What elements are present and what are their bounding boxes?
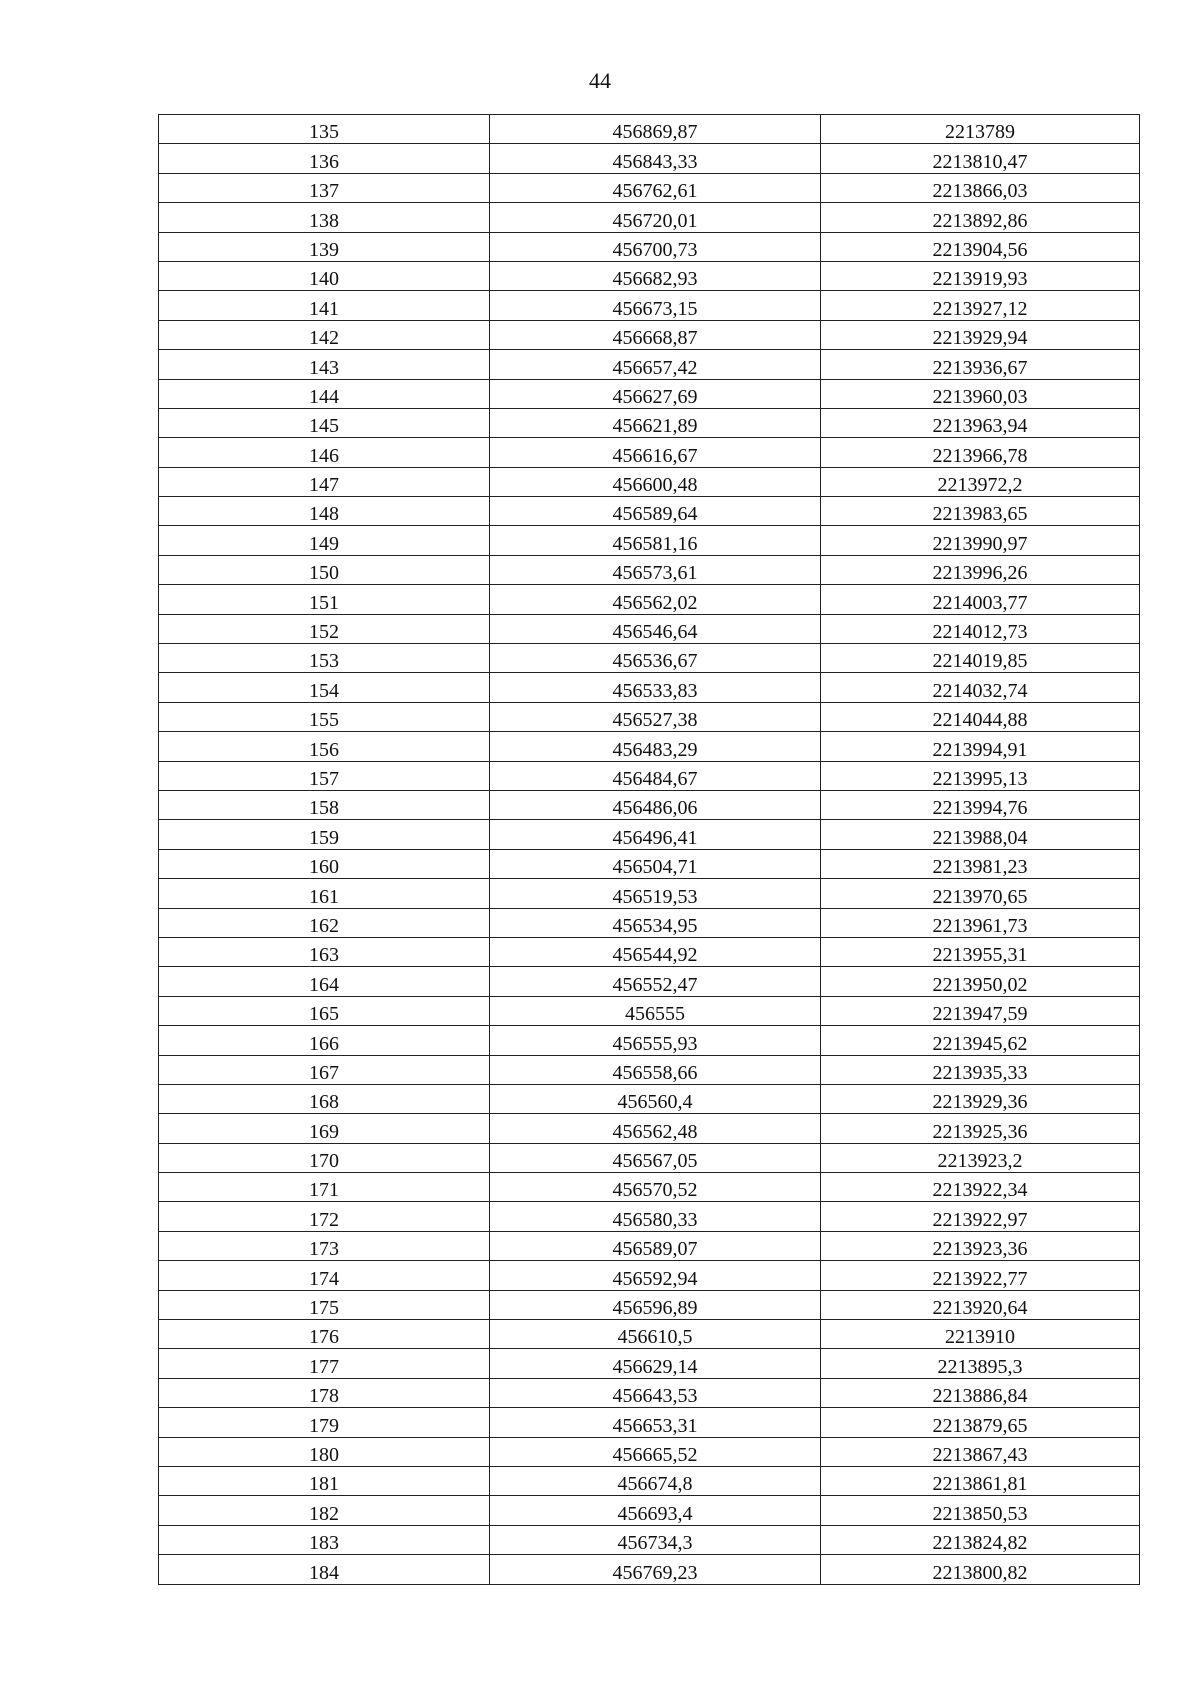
table-row	[159, 1437, 1140, 1466]
point-number-cell: 136	[159, 144, 490, 173]
table-row	[159, 408, 1140, 437]
y-coordinate-cell: 2213861,81	[821, 1466, 1140, 1495]
y-coordinate-cell: 2213936,67	[821, 350, 1140, 379]
table-row	[159, 614, 1140, 643]
table-row	[159, 1555, 1140, 1584]
x-coordinate-cell: 456682,93	[490, 261, 821, 290]
x-coordinate-cell: 456674,8	[490, 1466, 821, 1495]
table-row	[159, 555, 1140, 584]
x-coordinate-cell: 456657,42	[490, 350, 821, 379]
x-coordinate-cell: 456581,16	[490, 526, 821, 555]
point-number-cell: 167	[159, 1055, 490, 1084]
x-coordinate-cell: 456769,23	[490, 1555, 821, 1584]
x-coordinate-cell: 456580,33	[490, 1202, 821, 1231]
point-number-cell: 139	[159, 232, 490, 261]
y-coordinate-cell: 2213895,3	[821, 1349, 1140, 1378]
x-coordinate-cell: 456596,89	[490, 1290, 821, 1319]
point-number-cell: 146	[159, 438, 490, 467]
table-row	[159, 291, 1140, 320]
point-number-cell: 143	[159, 350, 490, 379]
y-coordinate-cell: 2213970,65	[821, 879, 1140, 908]
table-row	[159, 438, 1140, 467]
point-number-cell: 172	[159, 1202, 490, 1231]
point-number-cell: 154	[159, 673, 490, 702]
table-row	[159, 203, 1140, 232]
table-row	[159, 1084, 1140, 1113]
x-coordinate-cell: 456643,53	[490, 1378, 821, 1407]
point-number-cell: 161	[159, 879, 490, 908]
y-coordinate-cell: 2213996,26	[821, 555, 1140, 584]
table-row	[159, 790, 1140, 819]
table-row	[159, 908, 1140, 937]
x-coordinate-cell: 456504,71	[490, 849, 821, 878]
table-row	[159, 1349, 1140, 1378]
x-coordinate-cell: 456869,87	[490, 115, 821, 144]
point-number-cell: 171	[159, 1173, 490, 1202]
y-coordinate-cell: 2213923,36	[821, 1231, 1140, 1260]
x-coordinate-cell: 456536,67	[490, 644, 821, 673]
point-number-cell: 153	[159, 644, 490, 673]
y-coordinate-cell: 2213960,03	[821, 379, 1140, 408]
table-row	[159, 732, 1140, 761]
table-row	[159, 1525, 1140, 1554]
y-coordinate-cell: 2213910	[821, 1320, 1140, 1349]
point-number-cell: 174	[159, 1261, 490, 1290]
table-row	[159, 1143, 1140, 1172]
x-coordinate-cell: 456558,66	[490, 1055, 821, 1084]
x-coordinate-cell: 456762,61	[490, 173, 821, 202]
page-number: 44	[589, 68, 611, 93]
y-coordinate-cell: 2213972,2	[821, 467, 1140, 496]
point-number-cell: 138	[159, 203, 490, 232]
table-row	[159, 1466, 1140, 1495]
point-number-cell: 159	[159, 820, 490, 849]
point-number-cell: 183	[159, 1525, 490, 1554]
y-coordinate-cell: 2213927,12	[821, 291, 1140, 320]
table-row	[159, 1202, 1140, 1231]
point-number-cell: 149	[159, 526, 490, 555]
y-coordinate-cell: 2213994,91	[821, 732, 1140, 761]
y-coordinate-cell: 2213929,36	[821, 1084, 1140, 1113]
table-row	[159, 996, 1140, 1025]
x-coordinate-cell: 456527,38	[490, 702, 821, 731]
x-coordinate-cell: 456843,33	[490, 144, 821, 173]
x-coordinate-cell: 456629,14	[490, 1349, 821, 1378]
point-number-cell: 168	[159, 1084, 490, 1113]
table-row	[159, 379, 1140, 408]
x-coordinate-cell: 456589,07	[490, 1231, 821, 1260]
y-coordinate-cell: 2214003,77	[821, 585, 1140, 614]
table-row	[159, 232, 1140, 261]
table-row	[159, 497, 1140, 526]
point-number-cell: 160	[159, 849, 490, 878]
point-number-cell: 162	[159, 908, 490, 937]
x-coordinate-cell: 456673,15	[490, 291, 821, 320]
point-number-cell: 178	[159, 1378, 490, 1407]
y-coordinate-cell: 2213886,84	[821, 1378, 1140, 1407]
y-coordinate-cell: 2213824,82	[821, 1525, 1140, 1554]
table-row	[159, 144, 1140, 173]
point-number-cell: 177	[159, 1349, 490, 1378]
point-number-cell: 181	[159, 1466, 490, 1495]
y-coordinate-cell: 2213919,93	[821, 261, 1140, 290]
y-coordinate-cell: 2213945,62	[821, 1026, 1140, 1055]
x-coordinate-cell: 456555,93	[490, 1026, 821, 1055]
table-row	[159, 1408, 1140, 1437]
point-number-cell: 176	[159, 1320, 490, 1349]
y-coordinate-cell: 2213929,94	[821, 320, 1140, 349]
point-number-cell: 180	[159, 1437, 490, 1466]
x-coordinate-cell: 456616,67	[490, 438, 821, 467]
point-number-cell: 158	[159, 790, 490, 819]
x-coordinate-cell: 456484,67	[490, 761, 821, 790]
x-coordinate-cell: 456573,61	[490, 555, 821, 584]
y-coordinate-cell: 2213981,23	[821, 849, 1140, 878]
x-coordinate-cell: 456570,52	[490, 1173, 821, 1202]
table-row	[159, 967, 1140, 996]
table-row	[159, 1026, 1140, 1055]
table-row	[159, 702, 1140, 731]
point-number-cell: 182	[159, 1496, 490, 1525]
y-coordinate-cell: 2213955,31	[821, 937, 1140, 966]
y-coordinate-cell: 2213879,65	[821, 1408, 1140, 1437]
y-coordinate-cell: 2213867,43	[821, 1437, 1140, 1466]
y-coordinate-cell: 2214012,73	[821, 614, 1140, 643]
x-coordinate-cell: 456486,06	[490, 790, 821, 819]
point-number-cell: 152	[159, 614, 490, 643]
y-coordinate-cell: 2213994,76	[821, 790, 1140, 819]
point-number-cell: 169	[159, 1114, 490, 1143]
table-row	[159, 350, 1140, 379]
table-row	[159, 320, 1140, 349]
x-coordinate-cell: 456483,29	[490, 732, 821, 761]
point-number-cell: 147	[159, 467, 490, 496]
y-coordinate-cell: 2214044,88	[821, 702, 1140, 731]
point-number-cell: 151	[159, 585, 490, 614]
table-row	[159, 1231, 1140, 1260]
table-row	[159, 849, 1140, 878]
y-coordinate-cell: 2213995,13	[821, 761, 1140, 790]
point-number-cell: 150	[159, 555, 490, 584]
table-row	[159, 261, 1140, 290]
point-number-cell: 140	[159, 261, 490, 290]
x-coordinate-cell: 456544,92	[490, 937, 821, 966]
table-row	[159, 1261, 1140, 1290]
x-coordinate-cell: 456534,95	[490, 908, 821, 937]
table-row	[159, 1055, 1140, 1084]
x-coordinate-cell: 456627,69	[490, 379, 821, 408]
x-coordinate-cell: 456592,94	[490, 1261, 821, 1290]
y-coordinate-cell: 2213950,02	[821, 967, 1140, 996]
y-coordinate-cell: 2213947,59	[821, 996, 1140, 1025]
point-number-cell: 142	[159, 320, 490, 349]
table-row	[159, 1496, 1140, 1525]
x-coordinate-cell: 456668,87	[490, 320, 821, 349]
x-coordinate-cell: 456533,83	[490, 673, 821, 702]
y-coordinate-cell: 2213789	[821, 115, 1140, 144]
x-coordinate-cell: 456665,52	[490, 1437, 821, 1466]
x-coordinate-cell: 456653,31	[490, 1408, 821, 1437]
y-coordinate-cell: 2213904,56	[821, 232, 1140, 261]
x-coordinate-cell: 456562,48	[490, 1114, 821, 1143]
x-coordinate-cell: 456560,4	[490, 1084, 821, 1113]
point-number-cell: 166	[159, 1026, 490, 1055]
table-row	[159, 820, 1140, 849]
x-coordinate-cell: 456734,3	[490, 1525, 821, 1554]
x-coordinate-cell: 456610,5	[490, 1320, 821, 1349]
x-coordinate-cell: 456546,64	[490, 614, 821, 643]
point-number-cell: 145	[159, 408, 490, 437]
x-coordinate-cell: 456552,47	[490, 967, 821, 996]
y-coordinate-cell: 2213990,97	[821, 526, 1140, 555]
y-coordinate-cell: 2213922,77	[821, 1261, 1140, 1290]
y-coordinate-cell: 2213800,82	[821, 1555, 1140, 1584]
point-number-cell: 137	[159, 173, 490, 202]
y-coordinate-cell: 2213922,97	[821, 1202, 1140, 1231]
y-coordinate-cell: 2213988,04	[821, 820, 1140, 849]
table-row	[159, 173, 1140, 202]
y-coordinate-cell: 2213850,53	[821, 1496, 1140, 1525]
point-number-cell: 184	[159, 1555, 490, 1584]
y-coordinate-cell: 2213866,03	[821, 173, 1140, 202]
point-number-cell: 163	[159, 937, 490, 966]
table-row	[159, 673, 1140, 702]
point-number-cell: 179	[159, 1408, 490, 1437]
y-coordinate-cell: 2213892,86	[821, 203, 1140, 232]
coordinates-table-body	[159, 115, 1140, 1585]
y-coordinate-cell: 2214019,85	[821, 644, 1140, 673]
y-coordinate-cell: 2213920,64	[821, 1290, 1140, 1319]
table-row	[159, 937, 1140, 966]
y-coordinate-cell: 2213925,36	[821, 1114, 1140, 1143]
x-coordinate-cell: 456700,73	[490, 232, 821, 261]
point-number-cell: 164	[159, 967, 490, 996]
y-coordinate-cell: 2213966,78	[821, 438, 1140, 467]
point-number-cell: 135	[159, 115, 490, 144]
x-coordinate-cell: 456496,41	[490, 820, 821, 849]
x-coordinate-cell: 456555	[490, 996, 821, 1025]
point-number-cell: 173	[159, 1231, 490, 1260]
x-coordinate-cell: 456693,4	[490, 1496, 821, 1525]
point-number-cell: 155	[159, 702, 490, 731]
x-coordinate-cell: 456519,53	[490, 879, 821, 908]
table-row	[159, 1114, 1140, 1143]
y-coordinate-cell: 2213922,34	[821, 1173, 1140, 1202]
x-coordinate-cell: 456621,89	[490, 408, 821, 437]
y-coordinate-cell: 2213810,47	[821, 144, 1140, 173]
point-number-cell: 141	[159, 291, 490, 320]
table-row	[159, 1290, 1140, 1319]
table-row	[159, 467, 1140, 496]
y-coordinate-cell: 2213935,33	[821, 1055, 1140, 1084]
point-number-cell: 144	[159, 379, 490, 408]
point-number-cell: 165	[159, 996, 490, 1025]
table-row	[159, 1320, 1140, 1349]
table-row	[159, 1378, 1140, 1407]
point-number-cell: 157	[159, 761, 490, 790]
y-coordinate-cell: 2213963,94	[821, 408, 1140, 437]
y-coordinate-cell: 2213983,65	[821, 497, 1140, 526]
x-coordinate-cell: 456600,48	[490, 467, 821, 496]
point-number-cell: 170	[159, 1143, 490, 1172]
y-coordinate-cell: 2213961,73	[821, 908, 1140, 937]
x-coordinate-cell: 456567,05	[490, 1143, 821, 1172]
table-row	[159, 115, 1140, 144]
point-number-cell: 175	[159, 1290, 490, 1319]
table-row	[159, 761, 1140, 790]
y-coordinate-cell: 2214032,74	[821, 673, 1140, 702]
table-row	[159, 644, 1140, 673]
table-row	[159, 585, 1140, 614]
point-number-cell: 156	[159, 732, 490, 761]
point-number-cell: 148	[159, 497, 490, 526]
table-row	[159, 1173, 1140, 1202]
x-coordinate-cell: 456720,01	[490, 203, 821, 232]
table-row	[159, 879, 1140, 908]
coordinates-table	[158, 114, 1140, 1585]
y-coordinate-cell: 2213923,2	[821, 1143, 1140, 1172]
table-row	[159, 526, 1140, 555]
x-coordinate-cell: 456589,64	[490, 497, 821, 526]
x-coordinate-cell: 456562,02	[490, 585, 821, 614]
